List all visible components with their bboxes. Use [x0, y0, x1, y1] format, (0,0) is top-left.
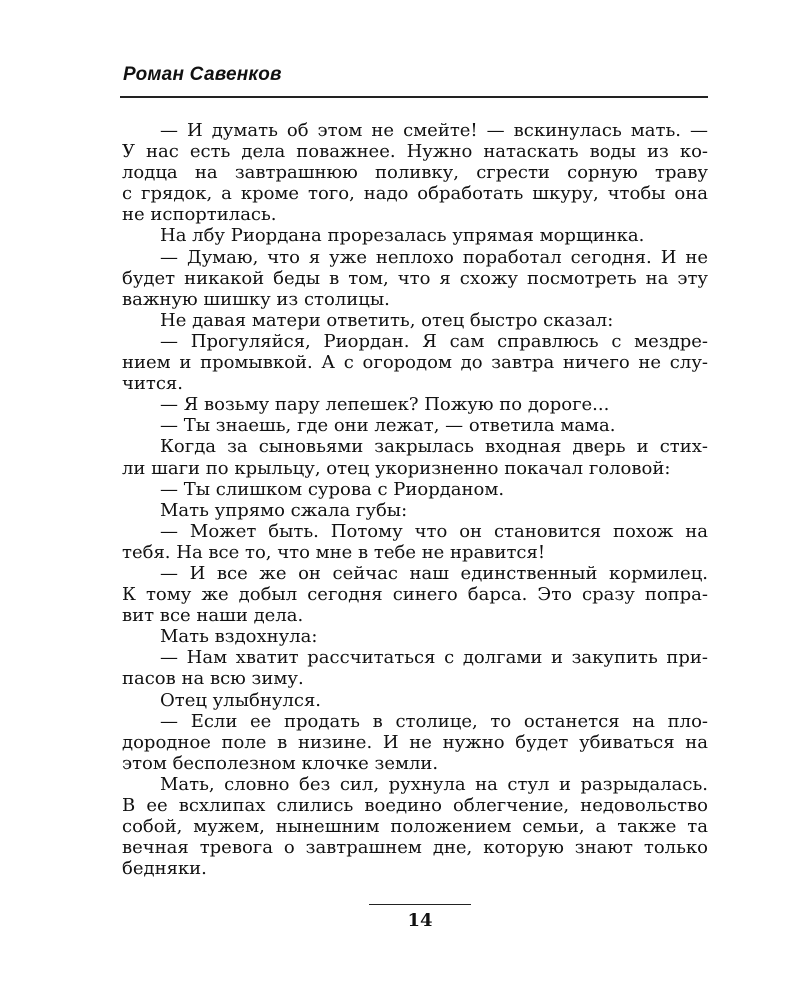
text-line: этом бесполезном клочке земли. [122, 752, 439, 774]
text-line: — И все же он сейчас наш единственный кормилец. [160, 562, 708, 584]
text-line: В ее всхлипах слились воедино облегчение, недовольство [122, 795, 708, 816]
header-rule [120, 96, 708, 98]
text-line: Мать упрямо сжала губы: [160, 499, 408, 521]
text-line: дородное поле в низине. И не нужно будет убиваться на [122, 731, 708, 753]
text-line: собой, мужем, нынешним положением семьи, а также та [122, 816, 708, 838]
text-line: ли шаги по крыльцу, отец укоризненно покачал головой: [122, 457, 671, 479]
text-line: не испортилась. [122, 204, 277, 226]
text-line: нием и промывкой. А с огородом до завтра ничего не слу- [122, 352, 708, 374]
text-line: Не давая матери ответить, отец быстро сказал: [160, 309, 614, 331]
text-line: бедняки. [122, 858, 207, 880]
footer-rule [369, 904, 471, 905]
body-text [122, 120, 708, 879]
text-line: — Я возьму пару лепешек? Пожую по дороге... [160, 394, 610, 416]
text-line: чится. [122, 373, 184, 395]
running-head: Роман Савенков [123, 64, 282, 85]
text-line: Мать, словно без сил, рухнула на стул и разрыдалась. [160, 773, 708, 795]
text-line: с грядок, а кроме того, надо обработать шкуру, чтобы она [122, 183, 708, 205]
text-line: — Если ее продать в столице, то останется на пло- [160, 710, 708, 732]
text-line: будет никакой беды в том, что я схожу посмотреть на эту [122, 267, 708, 289]
text-line: Отец улыбнулся. [160, 689, 322, 711]
text-line: — Прогуляйся, Риордан. Я сам справлюсь с мездре- [160, 330, 708, 352]
text-line: вит все наши дела. [122, 605, 304, 627]
text-line: — Нам хватит рассчитаться с долгами и закупить при- [160, 647, 708, 669]
text-line: вечная тревога о завтрашнем дне, которую знают только [122, 837, 708, 859]
text-line: На лбу Риордана прорезалась упрямая морщинка. [160, 225, 645, 247]
text-line: — Может быть. Потому что он становится похож на [160, 520, 708, 542]
text-line: — Думаю, что я уже неплохо поработал сегодня. И не [160, 246, 708, 268]
text-line: — И думать об этом не смейте! — вскинулась мать. — [160, 120, 708, 141]
text-line: К тому же добыл сегодня синего барса. Это сразу попра- [122, 584, 708, 606]
page-number: 14 [407, 910, 433, 931]
text-line: важную шишку из столицы. [122, 288, 390, 310]
text-line: пасов на всю зиму. [122, 668, 304, 690]
text-line: — Ты слишком сурова с Риорданом. [160, 478, 505, 500]
text-line: тебя. На все то, что мне в тебе не нравится! [122, 541, 546, 563]
text-line: лодца на завтрашнюю поливку, сгрести сорную траву [122, 162, 708, 184]
text-line: — Ты знаешь, где они лежат, — ответила мама. [160, 415, 616, 437]
text-line: Мать вздохнула: [160, 626, 318, 648]
text-line: У нас есть дела поважнее. Нужно натаскать воды из ко- [122, 141, 708, 163]
text-line: Когда за сыновьями закрылась входная дверь и стих- [160, 436, 708, 458]
